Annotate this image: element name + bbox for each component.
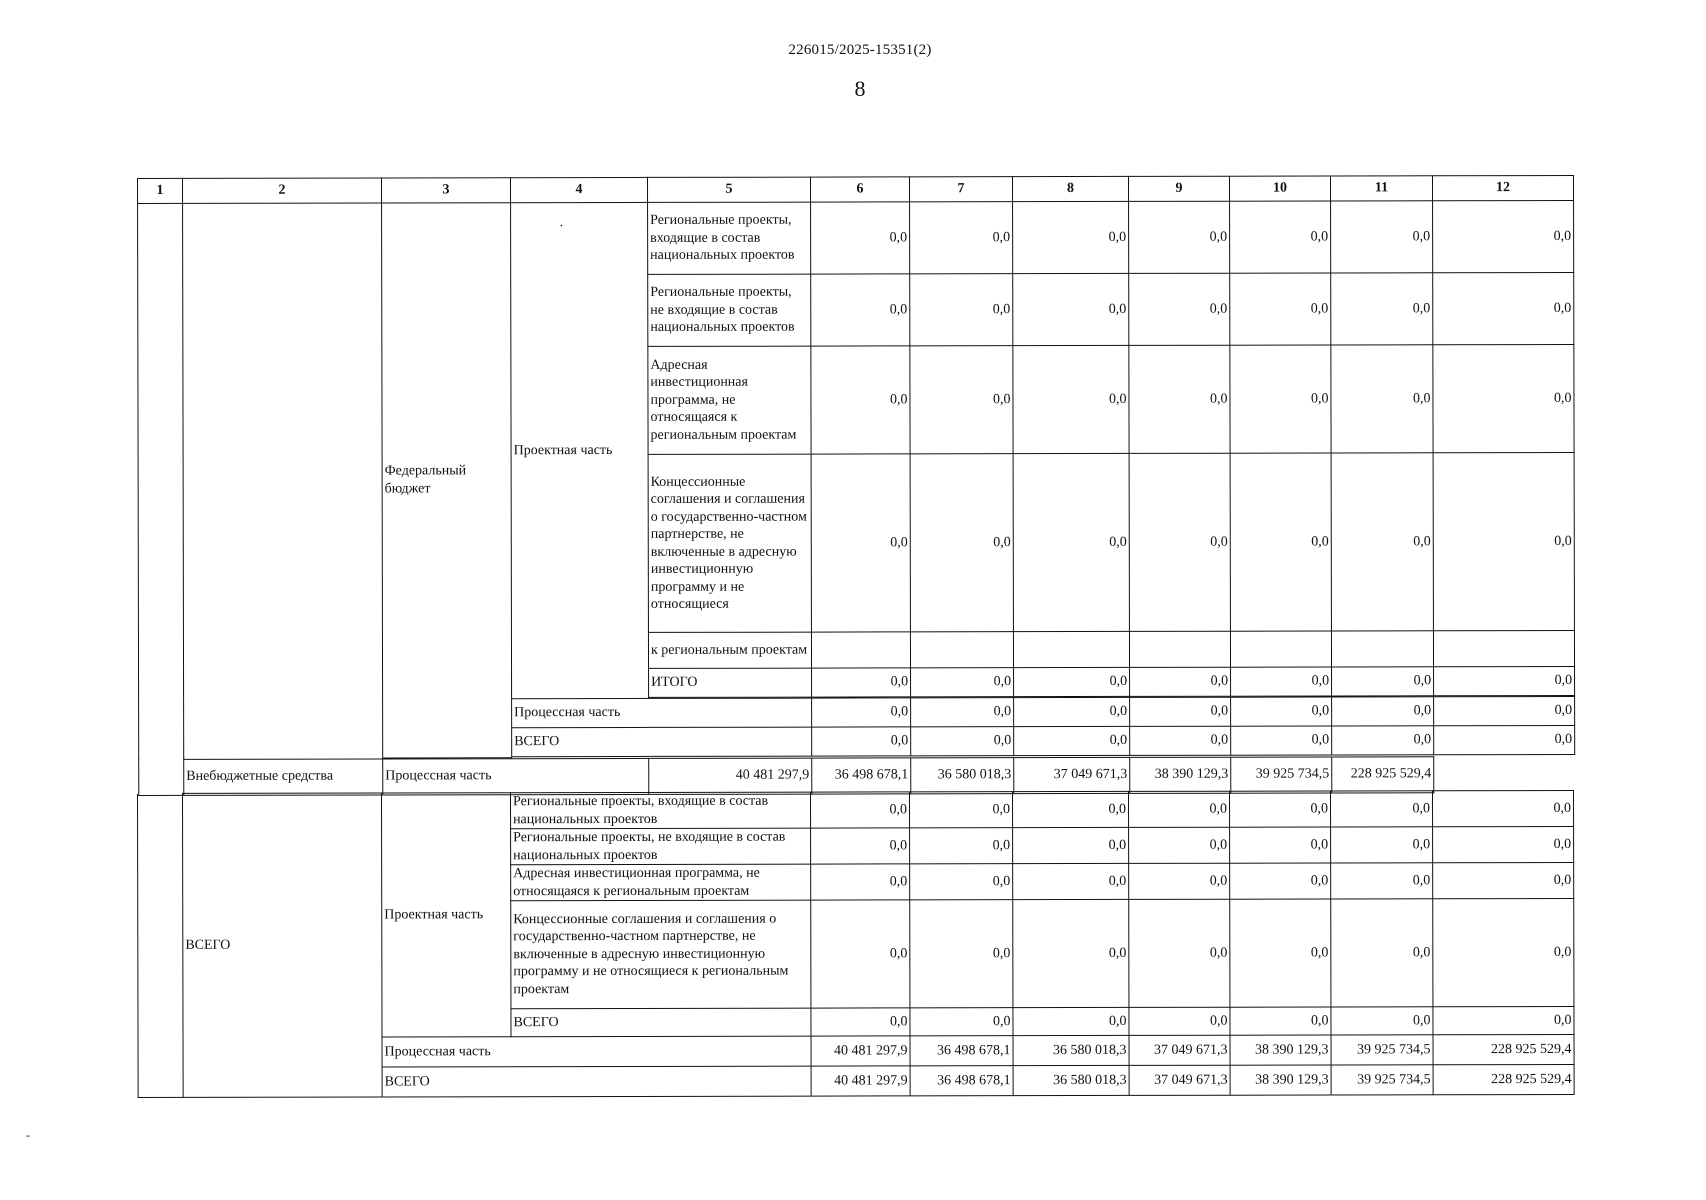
column-number: 11 (1330, 176, 1432, 201)
value-cell: 0,0 (1012, 791, 1128, 827)
value-cell: 0,0 (911, 668, 1014, 697)
value-cell: 0,0 (812, 698, 911, 727)
column-number-row (138, 175, 1574, 203)
value-cell: 0,0 (1129, 863, 1230, 899)
value-cell: 36 498 678,1 (812, 757, 911, 793)
value-cell: 0,0 (811, 274, 910, 346)
value-cell: 0,0 (810, 792, 909, 828)
value-cell: 0,0 (911, 698, 1014, 727)
empty-cell (1129, 631, 1230, 667)
value-cell: 0,0 (1330, 791, 1432, 827)
empty-cell (1331, 631, 1433, 667)
federal-budget-label: Федеральный бюджет (382, 203, 512, 758)
value-cell: 0,0 (1129, 345, 1230, 453)
value-cell: 0,0 (1129, 201, 1230, 273)
value-cell: 0,0 (1230, 899, 1331, 1007)
value-cell: 0,0 (1013, 863, 1129, 899)
row-label: Адресная инвестиционная программа, не относящаяся к региональным проектам (511, 864, 811, 901)
row-label: Региональные проекты, входящие в состав национальных проектов (648, 202, 811, 274)
value-cell: 37 049 671,3 (1129, 1035, 1230, 1065)
column-number: 5 (647, 177, 810, 202)
empty-cell (1433, 630, 1574, 666)
value-cell: 0,0 (1129, 827, 1230, 863)
empty-cell (811, 632, 910, 668)
value-cell: 0,0 (811, 828, 910, 864)
value-cell: 0,0 (1433, 826, 1574, 862)
process-part-label: Процессная часть (383, 758, 649, 795)
table-row (138, 200, 1574, 275)
table-row (139, 756, 1575, 795)
row-label: Региональные проекты, не входящие в состав национальных проектов (648, 274, 811, 346)
value-cell: 0,0 (1332, 726, 1434, 755)
total-section-label: ВСЕГО (183, 793, 383, 1097)
project-part-text: Проектная часть (513, 442, 613, 458)
value-cell: 0,0 (1434, 696, 1575, 725)
value-cell: 0,0 (1432, 790, 1573, 826)
value-cell: 0,0 (1013, 827, 1129, 863)
value-cell: 40 481 297,9 (811, 1066, 910, 1096)
value-cell: 0,0 (1013, 345, 1129, 453)
value-cell: 36 580 018,3 (1013, 1065, 1129, 1095)
empty-cell (1230, 631, 1331, 667)
empty-cell (1013, 631, 1129, 667)
value-cell: 36 580 018,3 (911, 757, 1014, 793)
value-cell: 0,0 (1013, 899, 1129, 1007)
empty-cell (910, 632, 1013, 668)
value-cell: 0,0 (811, 864, 910, 900)
value-cell: 0,0 (1332, 667, 1434, 696)
row-label: к региональным проектам (648, 632, 811, 668)
value-cell: 0,0 (1331, 899, 1433, 1007)
value-cell: 0,0 (1433, 344, 1574, 452)
value-cell: 38 390 129,3 (1230, 1035, 1331, 1065)
col1-cell (138, 793, 184, 1097)
column-number: 7 (909, 177, 1012, 202)
process-part-label: Процессная часть (382, 1036, 811, 1067)
column-number: 9 (1128, 176, 1229, 201)
value-cell: 0,0 (1130, 667, 1231, 696)
value-cell: 0,0 (1331, 453, 1433, 631)
value-cell: 0,0 (1013, 273, 1129, 345)
budget-table (137, 175, 1575, 796)
value-cell: 0,0 (910, 274, 1013, 346)
column-number: 1 (138, 178, 183, 203)
col2-cell-empty (183, 203, 383, 759)
value-cell: 0,0 (811, 1008, 910, 1036)
value-cell: 0,0 (1331, 345, 1433, 453)
value-cell: 0,0 (811, 900, 910, 1008)
value-cell: 38 390 129,3 (1130, 757, 1231, 793)
row-label-itogo: ИТОГО (649, 668, 812, 697)
value-cell: 37 049 671,3 (1014, 757, 1130, 793)
value-cell: 0,0 (910, 900, 1013, 1008)
value-cell: 0,0 (1129, 1007, 1230, 1035)
column-number: 4 (511, 177, 648, 202)
value-cell: 0,0 (1128, 791, 1229, 827)
value-cell: 0,0 (911, 727, 1014, 756)
column-number: 2 (183, 178, 382, 203)
value-cell: 39 925 734,5 (1331, 1035, 1433, 1065)
value-cell: 0,0 (1230, 827, 1331, 863)
value-cell: 0,0 (910, 202, 1013, 274)
value-cell: 0,0 (1014, 667, 1130, 696)
value-cell: 228 925 529,4 (1332, 756, 1434, 792)
value-cell: 36 498 678,1 (910, 1036, 1013, 1066)
value-cell: 0,0 (812, 727, 911, 756)
value-cell: 0,0 (1013, 1007, 1129, 1035)
value-cell: 0,0 (1433, 200, 1574, 272)
value-cell: 0,0 (1230, 345, 1331, 453)
value-cell: 0,0 (1130, 726, 1231, 755)
value-cell: 36 580 018,3 (1013, 1035, 1129, 1065)
value-cell: 40 481 297,9 (811, 1036, 910, 1066)
value-cell: 0,0 (910, 1008, 1013, 1036)
value-cell: 0,0 (1331, 827, 1433, 863)
value-cell: 228 925 529,4 (1433, 1064, 1574, 1094)
value-cell: 0,0 (1331, 863, 1433, 899)
column-number: 10 (1229, 176, 1330, 201)
value-cell: 0,0 (1331, 201, 1433, 273)
col1-cell (138, 203, 184, 795)
row-label: Концессионные соглашения и соглашения о государственно-частном партнерстве, не включенные в адресную инвестиционную программу и не относящиеся к региональным проектам (511, 900, 811, 1009)
table-row (138, 790, 1574, 829)
value-cell: 0,0 (811, 454, 910, 632)
row-label: Концессионные соглашения и соглашения о государственно-частном партнерстве, не включенные в адресную инвестиционную программу и не относящиеся (648, 454, 811, 632)
value-cell: 0,0 (811, 202, 910, 274)
column-number: 3 (382, 178, 511, 203)
value-cell: 38 390 129,3 (1230, 1065, 1331, 1095)
total-label: ВСЕГО (512, 727, 812, 757)
project-part-label: Проектная часть (382, 793, 512, 1037)
value-cell: 36 498 678,1 (910, 1066, 1013, 1096)
value-cell: 0,0 (1331, 273, 1433, 345)
value-cell: 0,0 (1014, 726, 1130, 755)
value-cell: 0,0 (909, 792, 1012, 828)
column-number: 12 (1432, 175, 1573, 200)
value-cell: 0,0 (910, 864, 1013, 900)
value-cell: 0,0 (1433, 1006, 1574, 1034)
value-cell: 0,0 (1014, 697, 1130, 726)
value-cell: 0,0 (1231, 697, 1332, 726)
value-cell: 0,0 (1433, 898, 1574, 1006)
value-cell: 0,0 (811, 346, 910, 454)
value-cell: 0,0 (1231, 726, 1332, 755)
dot-mark: · (559, 219, 564, 235)
value-cell: 0,0 (1129, 899, 1230, 1007)
value-cell: 37 049 671,3 (1129, 1065, 1230, 1095)
value-cell: 0,0 (1230, 1007, 1331, 1035)
value-cell: 0,0 (1230, 273, 1331, 345)
value-cell: 0,0 (812, 668, 911, 697)
value-cell: 0,0 (1230, 201, 1331, 273)
value-cell: 0,0 (1013, 201, 1129, 273)
value-cell: 0,0 (1434, 666, 1575, 695)
row-label: Адресная инвестиционная программа, не относящаяся к региональным проектам (648, 346, 811, 454)
value-cell: 0,0 (1129, 273, 1230, 345)
value-cell: 0,0 (1230, 453, 1331, 631)
corner-mark: - (26, 1128, 30, 1142)
document-number: 226015/2025-15351(2) (788, 42, 932, 58)
value-cell: 0,0 (910, 454, 1013, 632)
value-cell: 0,0 (1433, 862, 1574, 898)
process-part-label: Процессная часть (512, 698, 812, 728)
value-cell: 0,0 (1331, 1007, 1433, 1035)
column-number: 6 (810, 177, 909, 202)
value-cell: 0,0 (1434, 725, 1575, 754)
value-cell: 40 481 297,9 (649, 758, 812, 794)
page-number: 8 (854, 76, 866, 101)
value-cell: 0,0 (1230, 863, 1331, 899)
total-table (137, 790, 1575, 1098)
extrabudget-label: Внебюджетные средства (184, 758, 383, 794)
column-number: 8 (1012, 176, 1128, 201)
value-cell: 0,0 (910, 346, 1013, 454)
value-cell: 0,0 (1013, 453, 1129, 631)
value-cell: 0,0 (1229, 791, 1330, 827)
value-cell: 39 925 734,5 (1231, 756, 1332, 792)
value-cell: 0,0 (1130, 697, 1231, 726)
value-cell: 0,0 (1231, 667, 1332, 696)
value-cell: 0,0 (1433, 272, 1574, 344)
value-cell: 39 925 734,5 (1331, 1065, 1433, 1095)
grand-total-label: ВСЕГО (382, 1066, 811, 1097)
row-label-total: ВСЕГО (511, 1008, 811, 1037)
row-label: Региональные проекты, не входящие в состав национальных проектов (511, 828, 811, 865)
project-part-label (511, 202, 649, 698)
value-cell: 0,0 (1433, 452, 1574, 630)
value-cell: 228 925 529,4 (1433, 1034, 1574, 1064)
value-cell: 0,0 (1332, 697, 1434, 726)
value-cell: 0,0 (910, 828, 1013, 864)
row-label: Региональные проекты, входящие в состав национальных проектов (511, 792, 811, 829)
value-cell: 0,0 (1129, 453, 1230, 631)
